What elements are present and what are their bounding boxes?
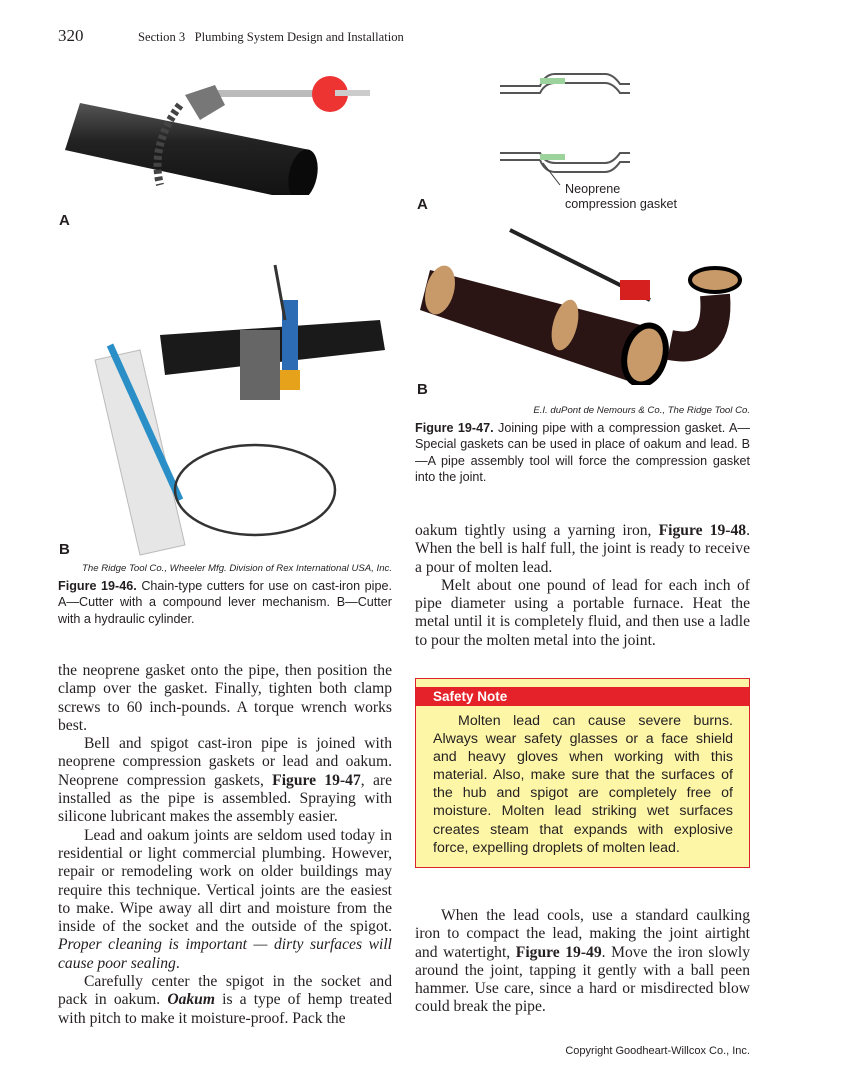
chain-cutter-hydraulic-image bbox=[90, 260, 390, 560]
paragraph bbox=[415, 522, 750, 577]
safety-note-title: Safety Note bbox=[416, 687, 749, 706]
safety-note-box bbox=[415, 678, 750, 868]
text: Lead and oakum joints are seldom used today in residential or light commercial plumbing. However, repair or remodeling work on older buildings may require this technique. Vertical joints are the easiest to make. Wipe away all dirt and moisture from the inside of the socket and the outside of the spigot. bbox=[58, 826, 392, 936]
right-column-text-bottom bbox=[415, 907, 750, 1017]
right-column-text-top bbox=[415, 522, 750, 650]
figure-reference: Figure 19-48 bbox=[658, 522, 747, 539]
paragraph bbox=[58, 973, 392, 1028]
paragraph: Melt about one pound of lead for each inch of pipe diameter using a portable furnace. Heat the metal until it is completely fluid, and then use a ladle to pour the molten metal into the joint. bbox=[415, 576, 750, 649]
safety-note-text: Molten lead can cause severe burns. Always wear safety glasses or a face shield and heavy gloves when working with this material. Also, make sure that the surfaces of the hub and spigot are completely free of moisture. Molten lead striking wet surfaces creates steam that expands with explosive force, expelling droplets of molten lead. bbox=[433, 713, 733, 856]
text: . When the bell is half full, the joint is ready to receive a pour of molten lead. bbox=[415, 522, 750, 576]
paragraph bbox=[58, 735, 392, 826]
text: oakum tightly using a yarning iron, bbox=[415, 522, 659, 539]
text: When the lead cools, use a standard caulking iron to compact the lead, making the joint airtight and watertight, bbox=[415, 907, 750, 961]
text: Bell and spigot cast-iron pipe is joined with neoprene compression gaskets or lead and oakum. Neoprene compression gaskets, bbox=[58, 735, 392, 789]
text: , are installed as the pipe is assembled. Spraying with silicone lubricant makes the assembly easier. bbox=[58, 771, 392, 826]
gasket-callout: Neoprene compression gasket bbox=[565, 182, 677, 211]
fig46-label-b: B bbox=[59, 541, 70, 558]
key-term: Oakum bbox=[167, 991, 215, 1009]
fig46-caption-text: Chain-type cutters for use on cast-iron pipe. A—Cutter with a compound lever mechanism. B—Cutter with a hydraulic cylinder. bbox=[58, 579, 392, 626]
page-number: 320 bbox=[58, 26, 84, 45]
chain-cutter-lever-image bbox=[60, 65, 400, 195]
fig46-credit: The Ridge Tool Co., Wheeler Mfg. Division of Rex International USA, Inc. bbox=[82, 563, 392, 574]
paragraph bbox=[415, 907, 750, 1017]
fig47-caption-text: Joining pipe with a compression gasket. A—Special gaskets can be used in place of oakum and lead. B—A pipe assembly tool will force the compression gasket into the joint. bbox=[415, 421, 750, 485]
fig46-label-a: A bbox=[59, 212, 70, 229]
text: . Move the iron slowly around the joint, tapping it gently with a ball peen hammer. Use care, since a hard or misdirected blow could break the pipe. bbox=[415, 943, 751, 1016]
figure-reference: Figure 19-49 bbox=[515, 943, 602, 961]
fig47-caption bbox=[415, 420, 750, 486]
paragraph bbox=[58, 827, 392, 973]
fig46-caption bbox=[58, 578, 392, 627]
fig47-label-a: A bbox=[417, 196, 428, 213]
fig47-credit: E.I. duPont de Nemours & Co., The Ridge Tool Co. bbox=[533, 405, 750, 416]
text: Carefully center the spigot in the socket and pack in oakum. bbox=[58, 973, 392, 1009]
fig47-caption-title: Figure 19-47. bbox=[415, 421, 494, 435]
pipe-assembly-tool-image bbox=[420, 225, 755, 385]
figure-reference: Figure 19-47 bbox=[272, 771, 361, 789]
running-header: Section 3 Plumbing System Design and Installation bbox=[138, 30, 404, 44]
left-column-text bbox=[58, 662, 392, 1028]
fig47-label-b: B bbox=[417, 381, 428, 398]
text: . bbox=[175, 954, 180, 972]
text: is a type of hemp treated with pitch to make it moisture-proof. Pack the bbox=[58, 991, 392, 1027]
fig46-caption-title: Figure 19-46. bbox=[58, 579, 137, 593]
paragraph: the neoprene gasket onto the pipe, then position the clamp over the gasket. Finally, tighten both clamp screws to 60 inch-pounds. A torque wrench works best. bbox=[58, 662, 392, 734]
copyright-footer: Copyright Goodheart-Willcox Co., Inc. bbox=[565, 1045, 750, 1057]
emphasis-text: Proper cleaning is important — dirty surfaces will cause poor sealing bbox=[58, 936, 392, 972]
